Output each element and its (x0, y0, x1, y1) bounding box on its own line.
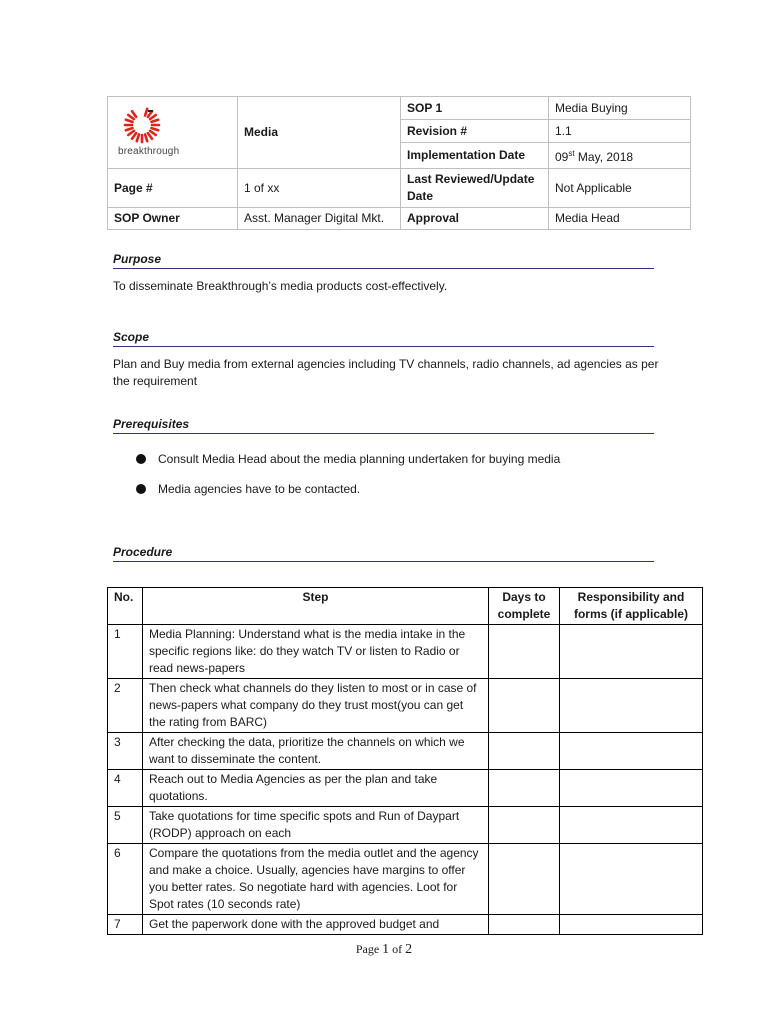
row-responsibility (560, 807, 703, 844)
row-responsibility (560, 770, 703, 807)
footer-page-word: Page (355, 942, 383, 956)
row-no: 3 (108, 733, 143, 770)
row-no: 4 (108, 770, 143, 807)
row-days (489, 844, 560, 915)
row-no: 6 (108, 844, 143, 915)
revision-value: 1.1 (549, 120, 691, 143)
procedure-heading: Procedure (113, 545, 654, 562)
scope-heading: Scope (113, 330, 654, 347)
row-days (489, 770, 560, 807)
column-header-responsibility: Responsibility and forms (if applicable) (560, 588, 703, 625)
column-header-days: Days to complete (489, 588, 560, 625)
implementation-date-value: 09st May, 2018 (549, 143, 691, 169)
logo-ray (128, 131, 134, 135)
bullet-icon (136, 484, 146, 494)
logo-ray (145, 109, 147, 116)
row-step: Then check what channels do they listen to most or in case of news-papers what company do they trust most(you can get the rating from BARC) (143, 679, 489, 733)
footer-page-total: 2 (405, 942, 413, 957)
logo-ray (152, 120, 159, 122)
row-days (489, 915, 560, 935)
list-item (136, 450, 656, 467)
logo-text: breakthrough (118, 146, 180, 157)
logo-ray (150, 131, 156, 135)
page-label: Page # (108, 169, 238, 208)
row-days (489, 625, 560, 679)
implementation-date-label: Implementation Date (401, 143, 549, 169)
logo-ray (148, 111, 152, 117)
table-row (108, 807, 703, 844)
row-step: Reach out to Media Agencies as per the plan and take quotations. (143, 770, 489, 807)
purpose-text: To disseminate Breakthrough’s media products cost-effectively. (113, 279, 448, 293)
table-row (108, 915, 703, 935)
row-no: 2 (108, 679, 143, 733)
row-days (489, 679, 560, 733)
list-item (136, 480, 656, 497)
approval-label: Approval (401, 208, 549, 230)
department-cell: Media (238, 97, 401, 169)
table-row (108, 733, 703, 770)
logo-ray (132, 133, 136, 139)
revision-label: Revision # (401, 120, 549, 143)
logo-ray (126, 128, 133, 130)
row-step: After checking the data, prioritize the channels on which we want to disseminate the content. (143, 733, 489, 770)
logo-ray (148, 133, 152, 139)
row-step: Media Planning: Understand what is the media intake in the specific regions like: do they watch TV or listen to Radio or read news-papers (143, 625, 489, 679)
approval-value: Media Head (549, 208, 691, 230)
prerequisites-list (136, 450, 656, 510)
sop-label: SOP 1 (401, 97, 549, 120)
column-header-no: No. (108, 588, 143, 625)
row-responsibility (560, 679, 703, 733)
logo-ray (150, 115, 156, 119)
row-responsibility (560, 844, 703, 915)
row-no: 1 (108, 625, 143, 679)
sop-owner-value: Asst. Manager Digital Mkt. (238, 208, 401, 230)
row-step: Get the paperwork done with the approved budget and (143, 915, 489, 935)
column-header-step: Step (143, 588, 489, 625)
sop-owner-label: SOP Owner (108, 208, 238, 230)
purpose-heading: Purpose (113, 252, 654, 269)
logo-cell (108, 97, 238, 169)
row-step: Compare the quotations from the media outlet and the agency and make a choice. Usually, agencies have margins to offer you better rates. So negotiate hard with agencies. Loot for Spot rates (10 seconds rate) (143, 844, 489, 915)
table-row (108, 679, 703, 733)
page-value: 1 of xx (238, 169, 401, 208)
footer-of-word: of (389, 942, 406, 956)
prerequisites-heading: Prerequisites (113, 417, 654, 434)
row-responsibility (560, 733, 703, 770)
logo-ray (132, 111, 136, 117)
list-item-text: Consult Media Head about the media planning undertaken for buying media (158, 451, 561, 466)
row-step: Take quotations for time specific spots and Run of Daypart (RODP) approach on each (143, 807, 489, 844)
table-row (108, 625, 703, 679)
row-days (489, 807, 560, 844)
row-responsibility (560, 625, 703, 679)
bullet-icon (136, 454, 146, 464)
logo-ray (128, 115, 134, 119)
row-no: 5 (108, 807, 143, 844)
logo-ray (145, 135, 147, 142)
procedure-table (107, 587, 703, 935)
list-item-text: Media agencies have to be contacted. (158, 481, 361, 496)
footer-page-number: 1 (382, 942, 390, 957)
last-reviewed-value: Not Applicable (549, 169, 691, 208)
logo-ray (152, 128, 159, 130)
logo-ray (137, 135, 139, 142)
sop-header-table (107, 96, 691, 230)
row-no: 7 (108, 915, 143, 935)
page-footer (0, 942, 768, 958)
breakthrough-logo-icon (118, 105, 170, 145)
logo-ray (126, 120, 133, 122)
table-row (108, 770, 703, 807)
table-row (108, 844, 703, 915)
sop-value: Media Buying (549, 97, 691, 120)
row-responsibility (560, 915, 703, 935)
scope-text: Plan and Buy media from external agencies including TV channels, radio channels, ad agencies as per the requirement (113, 357, 659, 388)
last-reviewed-label: Last Reviewed/Update Date (401, 169, 549, 208)
row-days (489, 733, 560, 770)
